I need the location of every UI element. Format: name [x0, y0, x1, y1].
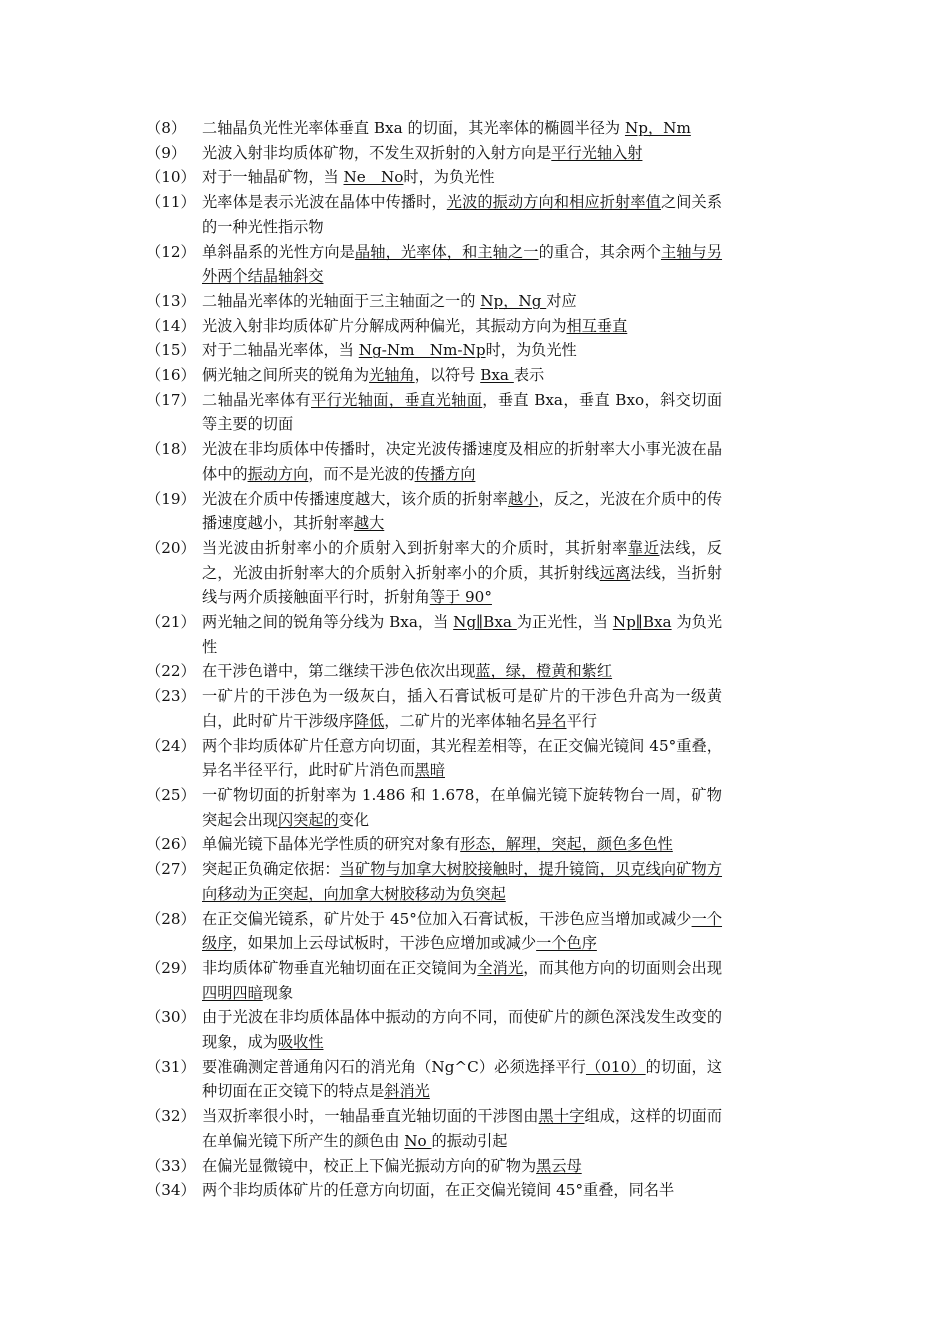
list-item [146, 907, 723, 956]
list-item [146, 190, 723, 239]
question-text: 时，为负光性 [485, 341, 577, 360]
question-text: 平行 [566, 711, 597, 730]
answer-blank: 传播方向 [414, 464, 476, 483]
item-text [202, 487, 722, 536]
answer-blank: No [404, 1131, 432, 1150]
item-text [202, 338, 722, 363]
question-text: ，反之，光波在介质中的传播速度越小，其折射率 [202, 489, 723, 533]
list-item [146, 1055, 723, 1104]
question-text: 光波在非均质体中传播时，决定光波传播速度及相应的折射率大小事光波在晶体中的 [202, 440, 722, 483]
answer-blank: Np，Nm [624, 119, 691, 137]
answer-blank: 四明四暗 [202, 983, 263, 1002]
answer-blank: （010） [585, 1057, 646, 1076]
list-item [146, 240, 723, 289]
answer-blank: 主轴与另外两个结晶轴斜交 [202, 242, 723, 286]
question-text: 二轴晶负光性光率体垂直 Bxa 的切面，其光率体的椭圆半径为 [202, 119, 625, 137]
item-text [202, 1005, 722, 1054]
item-number: （21） [146, 613, 196, 632]
list-item [146, 610, 723, 659]
question-text: ，而其他方向的切面则会出现 [523, 958, 723, 977]
answer-blank: 形态，解理，突起，颜色多色性 [460, 835, 673, 854]
question-text: 光率体是表示光波在晶体中传播时， [202, 193, 447, 212]
answer-blank: 越大 [353, 514, 385, 533]
answer-blank: Bxa [480, 366, 514, 385]
list-item [146, 659, 722, 684]
item-text [202, 165, 722, 190]
item-text [202, 1055, 722, 1104]
question-text: 两光轴之间的锐角等分线为 Bxa，当 [202, 613, 454, 632]
item-text [202, 388, 722, 437]
answer-blank: 斜消光 [384, 1082, 430, 1101]
answer-blank: 一个级序 [202, 909, 723, 953]
answer-blank: 平行光轴面，垂直光轴面 [311, 390, 483, 409]
answer-blank: 光轴角 [369, 366, 415, 385]
answer-blank: 蓝，绿，橙黄和紫红 [475, 662, 613, 681]
list-item [146, 1104, 723, 1153]
answer-blank: 晶轴，光率体，和主轴之一 [354, 242, 539, 261]
question-text: 二轴晶光率体有 [202, 390, 311, 409]
question-text: 的切面，这种切面在正交镜下的特点是 [202, 1057, 723, 1101]
question-text: 法线，当折射线与两介质接触面平行时，折射角 [202, 563, 723, 607]
item-text [202, 289, 722, 314]
list-item [146, 141, 722, 166]
question-text: 为负光性 [202, 613, 723, 656]
item-text [202, 832, 722, 857]
answer-blank: 光波的振动方向和相应折射率值 [446, 193, 661, 212]
item-number: （30） [146, 1008, 196, 1027]
list-item [146, 783, 722, 832]
list-item [146, 314, 722, 339]
item-number: （8） [146, 119, 187, 137]
answer-blank: 闪突起的 [277, 810, 339, 829]
item-number: （34） [146, 1181, 196, 1200]
question-text: 单斜晶系的光性方向是 [202, 242, 355, 261]
question-text: 光波在介质中传播速度越大，该介质的折射率 [202, 489, 508, 508]
document-body [0, 116, 950, 1203]
item-number: （12） [146, 242, 196, 261]
item-text [202, 437, 722, 486]
question-text: 在干涉色谱中，第二继续干涉色依次出现 [202, 662, 476, 681]
answer-blank: 一个色序 [536, 934, 597, 953]
answer-blank: 黑云母 [536, 1156, 582, 1175]
item-number: （31） [146, 1057, 196, 1076]
item-number: （22） [146, 662, 196, 681]
item-number: （14） [146, 316, 196, 335]
question-text: 一矿片的干涉色为一级灰白，插入石膏试板可是矿片的干涉色升高为一级黄白，此时矿片干涉级序 [202, 687, 722, 730]
list-item [146, 956, 723, 1005]
list-item [146, 1154, 722, 1179]
question-text: ，以符号 [414, 366, 481, 385]
answer-blank: Np∥Bxa [612, 613, 672, 632]
answer-blank: Ng∥Bxa [453, 613, 517, 632]
answer-blank: 黑十字 [538, 1107, 585, 1126]
answer-blank: Np，Ng [480, 291, 547, 310]
item-text [202, 1178, 722, 1203]
item-text [202, 1104, 722, 1153]
item-number: （28） [146, 909, 196, 928]
item-text [202, 1154, 722, 1179]
answer-blank: 吸收性 [277, 1033, 324, 1052]
question-text: 一矿物切面的折射率为 1.486 和 1.678，在单偏光镜下旋转物台一周，矿物突起会出现 [202, 785, 722, 829]
question-text: 在偏光显微镜中，校正上下偏光振动方向的矿物为 [202, 1156, 537, 1175]
list-item [146, 684, 722, 733]
item-text [202, 116, 722, 141]
question-text: ，二矿片的光率体轴名 [384, 711, 537, 730]
list-item [146, 338, 722, 363]
item-number: （9） [146, 143, 187, 162]
answer-blank: 等于 90° [429, 588, 492, 607]
question-text: 在正交偏光镜系，矿片处于 45°位加入石膏试板，干涉色应当增加或减少 [202, 909, 692, 928]
question-text: 光波入射非均质体矿片分解成两种偏光，其振动方向为 [202, 316, 567, 335]
item-text [202, 907, 722, 956]
answer-blank: 当矿物与加拿大树胶接触时，提升镜筒，贝克线向矿物方向移动为正突起，向加拿大树胶移动为负突起 [202, 860, 723, 903]
question-text: 的重合，其余两个 [538, 242, 661, 261]
item-number: （24） [146, 736, 196, 755]
list-item [146, 1005, 722, 1054]
list-item [146, 388, 723, 437]
answer-blank: Ne No [343, 168, 404, 187]
answer-blank: 振动方向 [247, 464, 309, 483]
question-text: 突起正负确定依据： [202, 860, 340, 879]
item-text [202, 783, 722, 832]
question-text: 时，为负光性 [403, 168, 495, 187]
item-text [202, 684, 722, 733]
question-text: 之间关系的一种光性指示物 [202, 193, 723, 236]
question-text: 组成，这样的切面而在单偏光镜下所产生的颜色由 [202, 1107, 723, 1150]
item-number: （27） [146, 860, 196, 879]
question-text: 对于一轴晶矿物，当 [202, 168, 344, 187]
answer-blank: 异名 [536, 711, 567, 730]
item-number: （11） [146, 193, 196, 212]
item-text [202, 956, 722, 1005]
answer-blank: 黑暗 [414, 761, 445, 780]
item-number: （32） [146, 1107, 196, 1126]
answer-blank: 远离 [599, 563, 631, 582]
item-text [202, 141, 722, 166]
item-number: （15） [146, 341, 196, 360]
answer-blank: 全消光 [477, 958, 524, 977]
item-number: （25） [146, 785, 196, 804]
item-number: （29） [146, 958, 196, 977]
question-text: 当光波由折射率小的介质射入到折射率大的介质时，其折射率 [202, 538, 628, 557]
item-text [202, 734, 722, 783]
item-number: （13） [146, 291, 196, 310]
question-text: 两个非均质体矿片任意方向切面，其光程差相等，在正交偏光镜间 45°重叠，异名半径平行，此时矿片消色而 [202, 736, 722, 780]
item-text [202, 610, 722, 659]
question-text: 俩光轴之间所夹的锐角为 [202, 366, 370, 385]
question-text: 光波入射非均质体矿物，不发生双折射的入射方向是 [202, 143, 552, 162]
question-text: 为正光性，当 [516, 613, 613, 632]
question-text: 由于光波在非均质体晶体中振动的方向不同，而使矿片的颜色深浅发生改变的现象，成为 [202, 1008, 722, 1052]
item-text [202, 857, 722, 906]
question-text: 对于二轴晶光率体，当 [202, 341, 359, 360]
question-text: 对应 [546, 291, 577, 310]
item-text [202, 363, 722, 388]
question-text: 当双折率很小时，一轴晶垂直光轴切面的干涉图由 [202, 1107, 539, 1126]
question-text: 变化 [338, 810, 370, 829]
question-text: 二轴晶光率体的光轴面于三主轴面之一的 [202, 291, 481, 310]
answer-blank: Ng-Nm Nm-Np [358, 341, 486, 360]
answer-blank: 降低 [353, 711, 385, 730]
question-text: ，如果加上云母试板时，干涉色应增加或减少 [232, 934, 537, 953]
item-number: （20） [146, 538, 196, 557]
question-text: ，垂直 Bxa，垂直 Bxo，斜交切面等主要的切面 [202, 390, 723, 434]
item-number: （18） [146, 440, 196, 459]
list-item [146, 116, 722, 141]
list-item [146, 734, 722, 783]
item-text [202, 190, 722, 239]
item-number: （19） [146, 489, 196, 508]
question-text: 现象 [262, 983, 294, 1002]
list-item [146, 536, 723, 610]
item-number: （16） [146, 366, 196, 385]
question-text: 单偏光镜下晶体光学性质的研究对象有 [202, 835, 461, 854]
question-text: 表示 [513, 366, 545, 385]
list-item [146, 363, 722, 388]
question-text: 要准确测定普通角闪石的消光角（Ng^C）必须选择平行 [202, 1057, 586, 1076]
list-item [146, 1178, 722, 1203]
item-text [202, 314, 722, 339]
question-text: 的振动引起 [431, 1131, 508, 1150]
answer-blank: 平行光轴入射 [551, 143, 643, 162]
item-text [202, 536, 722, 610]
list-item [146, 832, 722, 857]
answer-blank: 越小 [507, 489, 539, 508]
item-text [202, 659, 722, 684]
question-text: 法线，反之，光波由折射率大的介质射入折射率小的介质，其折射线 [202, 538, 723, 582]
question-text: 非均质体矿物垂直光轴切面在正交镜间为 [202, 958, 478, 977]
item-number: （10） [146, 168, 196, 187]
list-item [146, 487, 723, 536]
list-item [146, 857, 723, 906]
item-number: （23） [146, 687, 196, 706]
item-number: （26） [146, 835, 196, 854]
question-text: 两个非均质体矿片的任意方向切面，在正交偏光镜间 45°重叠，同名半 [202, 1181, 675, 1200]
answer-blank: 靠近 [627, 538, 660, 557]
list-item [146, 165, 722, 190]
list-item [146, 437, 722, 486]
question-text: ，而不是光波的 [308, 464, 415, 483]
answer-blank: 相互垂直 [566, 316, 628, 335]
item-text [202, 240, 722, 289]
list-item [146, 289, 722, 314]
item-number: （33） [146, 1156, 196, 1175]
item-number: （17） [146, 390, 196, 409]
